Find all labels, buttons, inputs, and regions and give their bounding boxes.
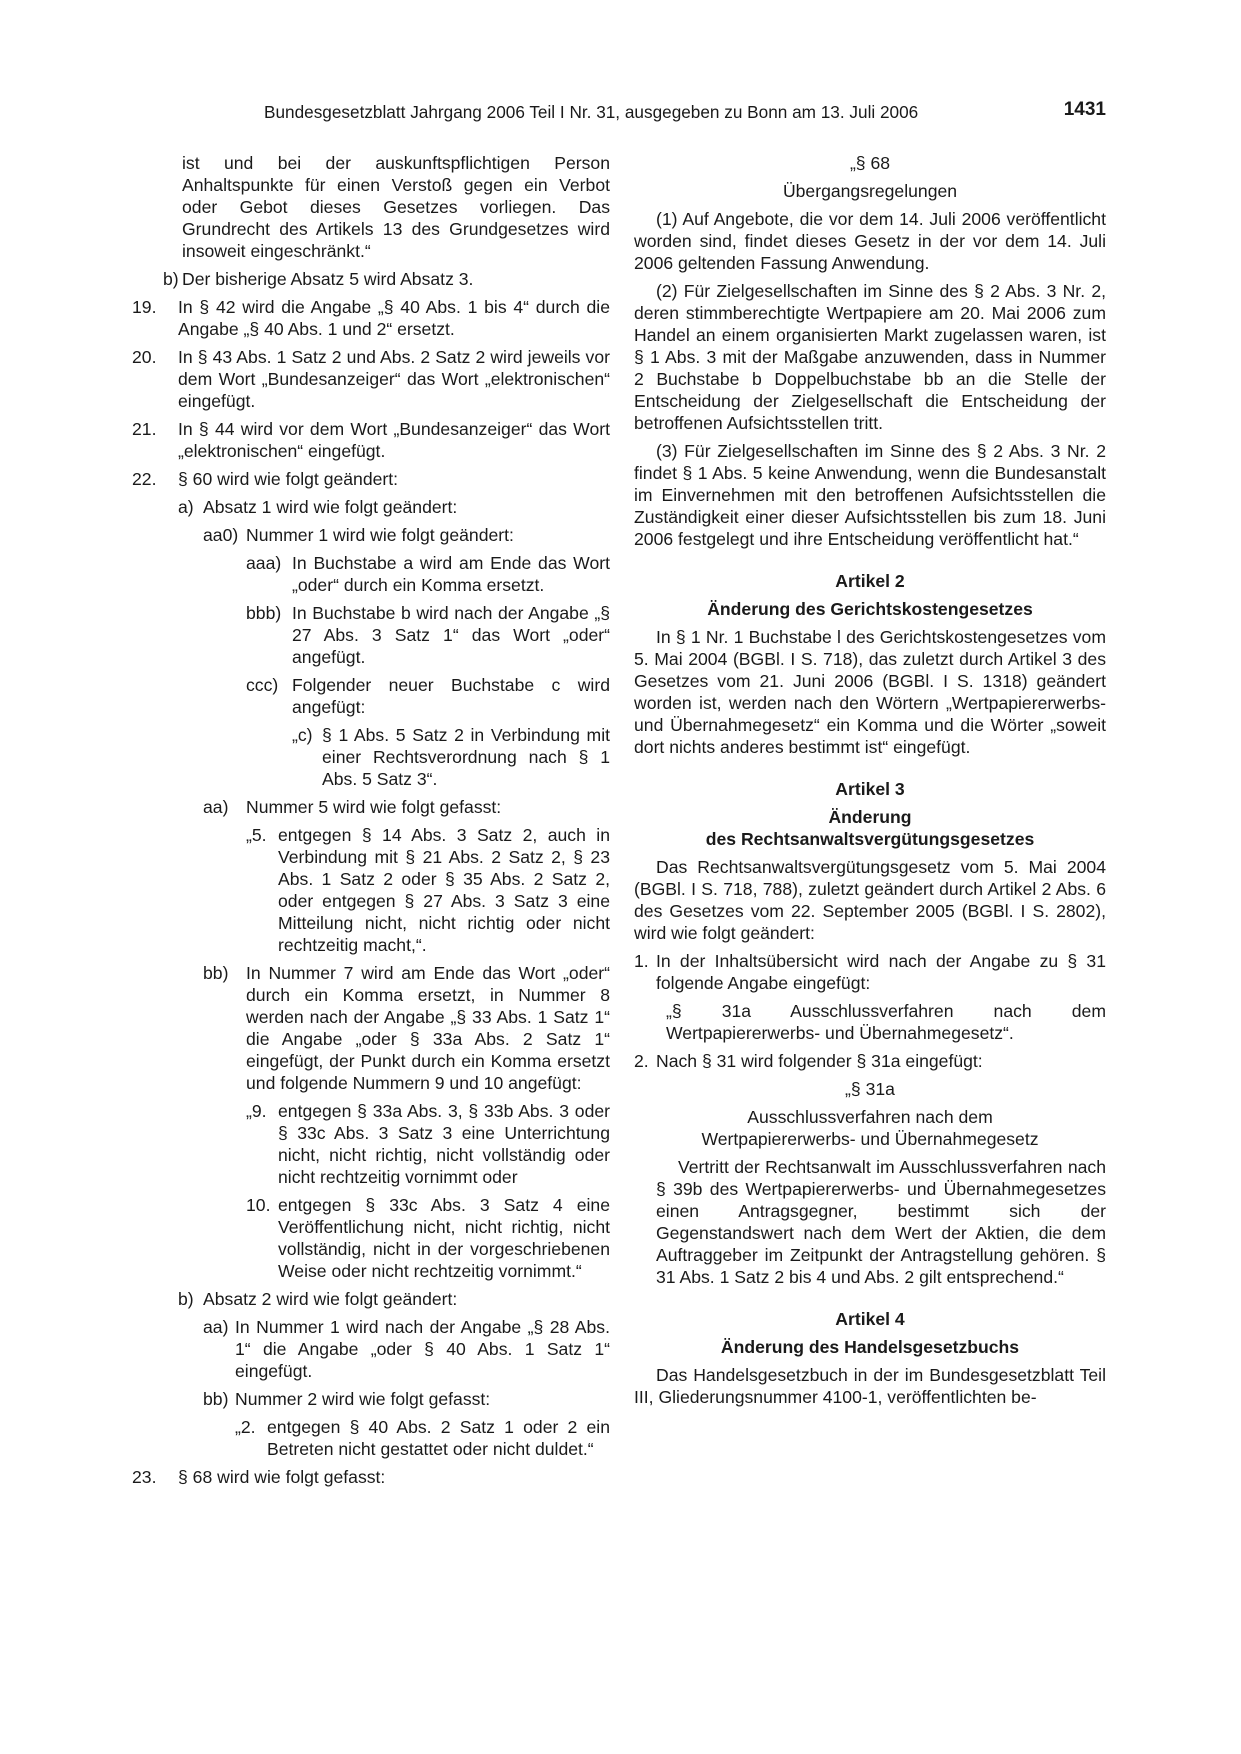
list-item-19	[132, 296, 610, 340]
item-label: „9.	[246, 1101, 267, 1121]
header-title: Bundesgesetzblatt Jahrgang 2006 Teil I Nr. 31, ausgegeben zu Bonn am 13. Juli 2006	[264, 102, 919, 122]
section-title: Übergangsregelungen	[782, 181, 958, 201]
item-label: a)	[178, 497, 194, 517]
item-text: In der Inhaltsübersicht wird nach der Angabe zu § 31 folgende Angabe eingefügt:	[656, 951, 1106, 993]
item-text: Nummer 1 wird wie folgt geändert:	[246, 525, 514, 545]
list-item	[163, 268, 610, 290]
item-text: entgegen § 33a Abs. 3, § 33b Abs. 3 oder § 33c Abs. 3 Satz 3 eine Unterrichtung nicht, nicht richtig, nicht vollständig oder nicht rechtzeitig vornimmt oder	[278, 1101, 610, 1187]
article-title: Änderung des Handelsgesetzbuchs	[720, 1337, 1020, 1357]
list-item	[292, 724, 610, 790]
item-label: b)	[163, 269, 179, 289]
item-label: 23.	[132, 1467, 157, 1487]
list-item-21	[132, 418, 610, 462]
list-item	[203, 796, 610, 818]
paragraph: Das Rechtsanwaltsvergütungsgesetz vom 5. Mai 2004 (BGBl. I S. 718, 788), zuletzt geändert durch Artikel 2 Abs. 6 des Gesetzes vom 22. September 2005 (BGBl. I S. 2802), wird wie folgt geändert:	[634, 857, 1106, 943]
item-label: 20.	[132, 347, 157, 367]
list-item	[178, 1288, 610, 1310]
item-label: bbb)	[246, 603, 282, 623]
item-label: bb)	[203, 963, 229, 983]
item-label: 22.	[132, 469, 157, 489]
article-heading: Artikel 2	[835, 571, 905, 591]
item-text: Folgender neuer Buchstabe c wird angefügt:	[292, 675, 610, 717]
list-item	[235, 1416, 610, 1460]
item-text: Nach § 31 wird folgender § 31a eingefügt:	[656, 1051, 983, 1071]
list-item	[178, 496, 610, 518]
list-item-23	[132, 1466, 610, 1488]
page-header	[264, 101, 1106, 127]
list-item	[203, 1388, 610, 1410]
paragraph: (3) Für Zielgesellschaften im Sinne des § 2 Abs. 3 Nr. 2 findet § 1 Abs. 5 keine Anwendung, wenn die Bundesanstalt im Einvernehmen mit den betroffenen Aufsichtsstellen die Zuständigkeit einer dieser Aufsichtsstellen bis zum 18. Juni 2006 festgelegt und ihre Entscheidung veröffentlicht hat.“	[634, 441, 1106, 549]
list-item	[203, 1316, 610, 1382]
item-label: „c)	[292, 725, 313, 745]
item-label: 19.	[132, 297, 157, 317]
page-number: 1431	[1063, 99, 1106, 120]
list-item	[634, 950, 1106, 994]
item-text: Absatz 1 wird wie folgt geändert:	[203, 497, 458, 517]
item-label: 21.	[132, 419, 157, 439]
item-text: § 60 wird wie folgt geändert:	[178, 469, 399, 489]
article-heading: Artikel 4	[835, 1309, 905, 1329]
item-label: bb)	[203, 1389, 229, 1409]
left-column	[132, 152, 610, 1494]
item-text: In Nummer 7 wird am Ende das Wort „oder“ durch ein Komma ersetzt, in Nummer 8 werden nach der Angabe „§ 33 Abs. 1 Satz 1“ die Angabe „oder § 33a Abs. 2 Satz 1“ eingefügt, der Punkt durch ein Komma ersetzt und folgende Nummern 9 und 10 angefügt:	[246, 963, 610, 1093]
item-text: Der bisherige Absatz 5 wird Absatz 3.	[182, 269, 474, 289]
list-item	[634, 1050, 1106, 1072]
item-label: aa)	[203, 1317, 229, 1337]
item-label: 2.	[634, 1051, 649, 1071]
item-label: 1.	[634, 951, 649, 971]
article-title: Änderung des Gerichtskostengesetzes	[707, 599, 1033, 619]
list-item-20	[132, 346, 610, 412]
continuation-text: ist und bei der auskunftspflichtigen Person Anhaltspunkte für einen Verstoß gegen ein Verbot oder Gebot dieses Gesetzes vorliegen. Das Grundrecht des Artikels 13 des Grundgesetzes wird insoweit eingeschränkt.“	[182, 153, 610, 261]
list-item	[246, 824, 610, 956]
list-item	[203, 962, 610, 1094]
list-item	[246, 1100, 610, 1188]
section-number: „§ 68	[849, 153, 891, 173]
paragraph: (1) Auf Angebote, die vor dem 14. Juli 2006 veröffentlicht worden sind, findet dieses Gesetz in der vor dem 14. Juli 2006 geltenden Fassung Anwendung.	[634, 209, 1106, 273]
paragraph: Vertritt der Rechtsanwalt im Ausschlussverfahren nach § 39b des Wertpapiererwerbs- und Übernahmegesetzes einen Antragsgegner, bestimmt sich der Gegenstandswert nach dem Wert der Aktien, die dem Auftraggeber im Zeitpunkt der Antragstellung gehören. § 31 Abs. 1 Satz 2 bis 4 und Abs. 2 gilt entsprechend.“	[656, 1157, 1106, 1287]
item-text: In Nummer 1 wird nach der Angabe „§ 28 Abs. 1“ die Angabe „oder § 40 Abs. 1 Satz 1“ eingefügt.	[235, 1317, 610, 1381]
list-item	[246, 674, 610, 718]
article-heading: Artikel 3	[835, 779, 905, 799]
item-text: Absatz 2 wird wie folgt geändert:	[203, 1289, 458, 1309]
paragraph: (2) Für Zielgesellschaften im Sinne des § 2 Abs. 3 Nr. 2, deren stimmberechtigte Wertpapiere am 20. Mai 2006 zum Handel an einem organisierten Markt zugelassen waren, ist § 1 Abs. 3 mit der Maßgabe anzuwenden, dass in Nummer 2 Buchstabe b Doppelbuchstabe bb an die Stelle der Entscheidung der Zielgesellschaft die Entscheidung der betroffenen Aufsichtsstellen tritt.	[634, 281, 1106, 433]
list-item-22	[132, 468, 610, 490]
list-item	[203, 524, 610, 546]
item-text: § 1 Abs. 5 Satz 2 in Verbindung mit einer Rechtsverordnung nach § 1 Abs. 5 Satz 3“.	[322, 725, 610, 789]
item-text: In § 44 wird vor dem Wort „Bundesanzeiger“ das Wort „elektronischen“ eingefügt.	[178, 419, 610, 461]
item-text: In § 42 wird die Angabe „§ 40 Abs. 1 bis 4“ durch die Angabe „§ 40 Abs. 1 und 2“ ersetzt.	[178, 297, 610, 339]
item-text: In Buchstabe a wird am Ende das Wort „oder“ durch ein Komma ersetzt.	[292, 553, 610, 595]
paragraph: Das Handelsgesetzbuch in der im Bundesgesetzblatt Teil III, Gliederungsnummer 4100-1, veröffentlichten be-	[634, 1365, 1106, 1407]
quoted-entry: „§ 31a Ausschlussverfahren nach dem Wertpapiererwerbs- und Übernahmegesetz“.	[666, 1001, 1106, 1043]
item-text: entgegen § 14 Abs. 3 Satz 2, auch in Verbindung mit § 21 Abs. 2 Satz 2, § 23 Abs. 1 Satz 2 oder § 35 Abs. 2 Satz 2, oder entgegen § 27 Abs. 3 Satz 3 eine Mitteilung nicht, nicht richtig oder nicht rechtzeitig macht,“.	[278, 825, 610, 955]
item-text: § 68 wird wie folgt gefasst:	[178, 1467, 386, 1487]
item-label: aa0)	[203, 525, 239, 545]
article-title: Änderung	[828, 807, 912, 827]
item-label: „5.	[246, 825, 267, 845]
section-title: Ausschlussverfahren nach dem	[747, 1107, 993, 1127]
item-text: Nummer 5 wird wie folgt gefasst:	[246, 797, 502, 817]
item-text: entgegen § 33c Abs. 3 Satz 4 eine Veröffentlichung nicht, nicht richtig, nicht vollständig, nicht in der vorgeschriebenen Weise oder nicht rechtzeitig vornimmt.“	[278, 1195, 610, 1281]
section-number: „§ 31a	[845, 1079, 895, 1099]
item-label: aaa)	[246, 553, 282, 573]
list-item	[246, 1194, 610, 1282]
item-text: In § 43 Abs. 1 Satz 2 und Abs. 2 Satz 2 wird jeweils vor dem Wort „Bundesanzeiger“ das Wort „elektronischen“ eingefügt.	[178, 347, 610, 411]
item-label: ccc)	[246, 675, 279, 695]
article-title: des Rechtsanwaltsvergütungsgesetzes	[705, 829, 1035, 849]
item-label: „2.	[235, 1417, 256, 1437]
item-label: b)	[178, 1289, 194, 1309]
right-column	[634, 152, 1106, 1414]
list-item	[246, 602, 610, 668]
section-title: Wertpapiererwerbs- und Übernahmegesetz	[701, 1129, 1039, 1149]
item-label: aa)	[203, 797, 229, 817]
item-text: entgegen § 40 Abs. 2 Satz 1 oder 2 ein Betreten nicht gestattet oder nicht duldet.“	[267, 1417, 610, 1459]
item-text: Nummer 2 wird wie folgt gefasst:	[235, 1389, 491, 1409]
list-item	[246, 552, 610, 596]
item-text: In Buchstabe b wird nach der Angabe „§ 27 Abs. 3 Satz 1“ das Wort „oder“ angefügt.	[292, 603, 610, 667]
paragraph: In § 1 Nr. 1 Buchstabe l des Gerichtskostengesetzes vom 5. Mai 2004 (BGBl. I S. 718), das zuletzt durch Artikel 3 des Gesetzes vom 21. Juni 2006 (BGBl. I S. 1318) geändert worden ist, werden nach den Wörtern „Wertpapiererwerbs- und Übernahmegesetz“ ein Komma und die Wörter „soweit dort nichts anderes bestimmt ist“ eingefügt.	[634, 627, 1106, 757]
item-label: 10.	[246, 1195, 271, 1215]
